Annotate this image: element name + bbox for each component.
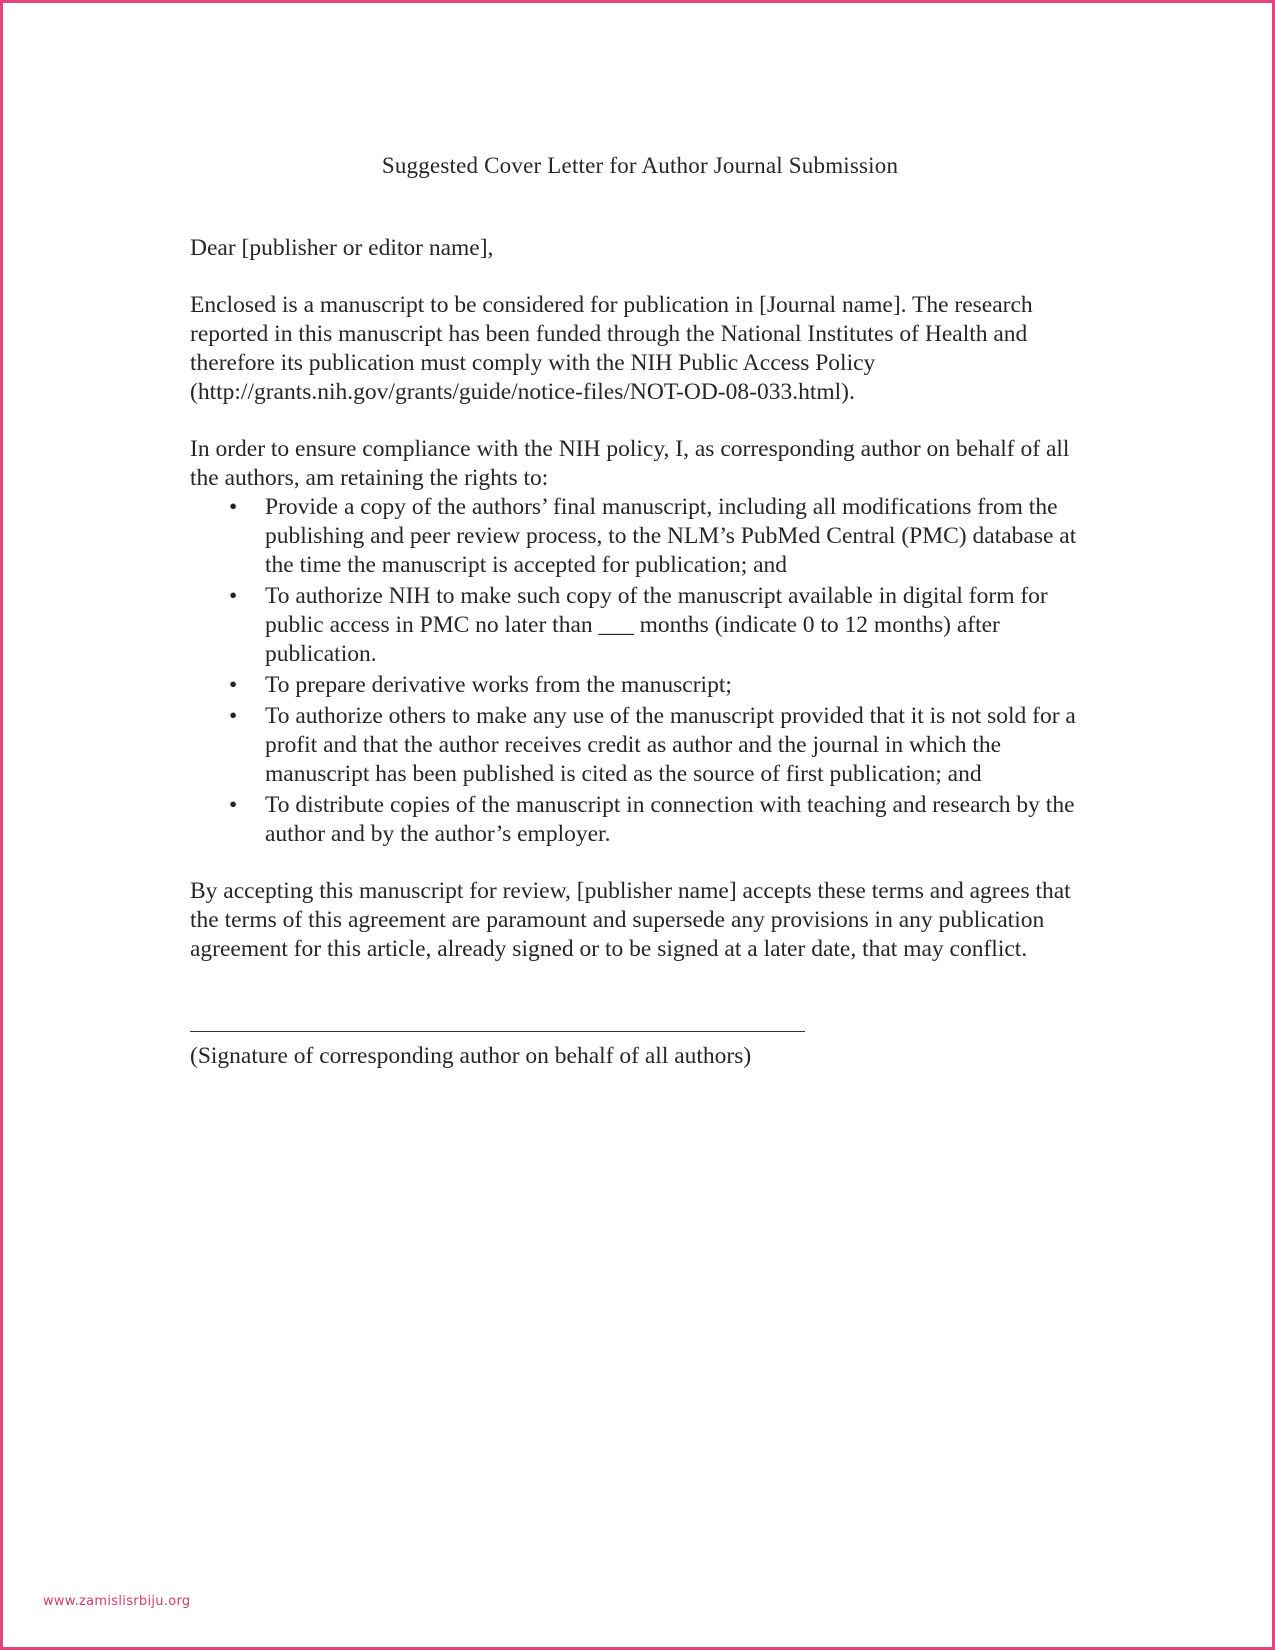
list-item-text: To distribute copies of the manuscript in connection with teaching and research by the author and by the author’s employer. <box>265 792 1075 847</box>
list-item-text: To prepare derivative works from the manuscript; <box>265 672 732 698</box>
watermark: www.zamislisrbiju.org <box>43 1594 191 1609</box>
list-item <box>190 493 1090 580</box>
rights-list <box>190 493 1090 849</box>
paragraph-enclosed: Enclosed is a manuscript to be considered for publication in [Journal name]. The research reported in this manuscript has been funded through the National Institutes of Health and therefore its publication must comply with the NIH Public Access Policy (http://grants.nih.gov/grants/guide/notice-files/NOT-OD-08-033.html). <box>190 292 1033 405</box>
rights-intro: In order to ensure compliance with the NIH policy, I, as corresponding author on behalf of all the authors, am retaining the rights to: <box>190 436 1070 491</box>
bullet-icon: • <box>229 494 238 520</box>
signature-caption: (Signature of corresponding author on behalf of all authors) <box>190 1043 752 1069</box>
list-item <box>190 791 1090 849</box>
bullet-icon: • <box>229 792 238 818</box>
list-item <box>190 671 1090 700</box>
list-item-text: To authorize NIH to make such copy of the manuscript available in digital form for public access in PMC no later than ___ months (indicate 0 to 12 months) after publication. <box>265 583 1048 667</box>
paragraph-acceptance: By accepting this manuscript for review, [publisher name] accepts these terms and agrees that the terms of this agreement are paramount and supersede any provisions in any publication agreement for this article, already signed or to be signed at a later date, that may conflict. <box>190 878 1071 962</box>
list-item-text: To authorize others to make any use of the manuscript provided that it is not sold for a profit and that the author receives credit as author and the journal in which the manuscript has been published is cited as the source of first publication; and <box>265 703 1076 787</box>
list-item <box>190 702 1090 789</box>
list-item <box>190 582 1090 669</box>
letter-body <box>190 151 1090 1071</box>
list-item-text: Provide a copy of the authors’ final manuscript, including all modifications from the publishing and peer review process, to the NLM’s PubMed Central (PMC) database at the time the manuscript is accepted for publication; and <box>265 494 1077 578</box>
bullet-icon: • <box>229 703 238 729</box>
salutation: Dear [publisher or editor name], <box>190 235 494 261</box>
document-title: Suggested Cover Letter for Author Journal Submission <box>381 153 899 178</box>
bullet-icon: • <box>229 583 238 609</box>
bullet-icon: • <box>229 672 238 698</box>
signature-line <box>190 1030 805 1032</box>
